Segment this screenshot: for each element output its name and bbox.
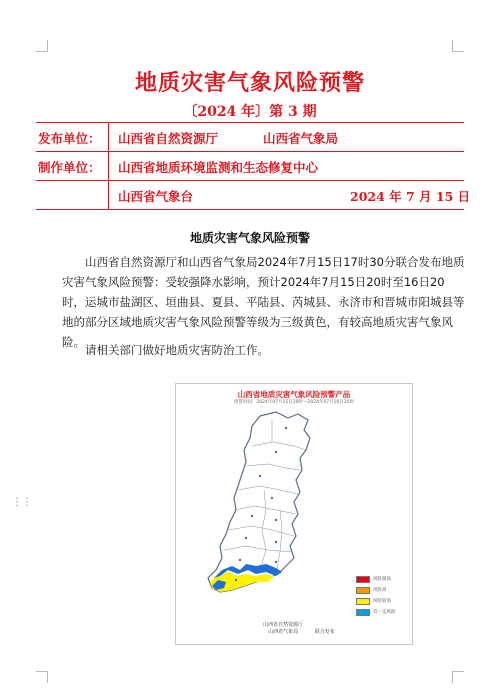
issue-number: 〔2024 年〕第 3 期 (183, 104, 317, 120)
province-outline (208, 412, 310, 592)
crop-mark-top-right (452, 40, 464, 52)
legend-label: 风险很高 (373, 577, 391, 582)
legend-swatch (356, 576, 370, 583)
table-line-bottom (36, 209, 464, 210)
producer-geo-center: 山西省地质环境监测和生态修复中心 (118, 160, 319, 175)
footer-issuer-2: 山西省气象局 (268, 629, 299, 635)
issue-date: 2024 年 7 月 15 日 (350, 189, 471, 204)
producer-observatory: 山西省气象台 (118, 189, 194, 204)
publisher-natural-resources: 山西省自然资源厅 (118, 131, 219, 146)
drag-handle-icon[interactable]: ⋮⋮ (12, 497, 32, 508)
legend-swatch (356, 587, 370, 594)
legend-item (356, 596, 406, 606)
legend-label: 风险高 (373, 588, 387, 593)
warning-map (175, 383, 413, 645)
footer-issuer-1: 山西省自然资源厅 (263, 622, 304, 628)
legend-swatch (356, 609, 370, 616)
table-line-1 (36, 151, 464, 152)
map-subtitle: 预警时间：2024年07月15日20时—2024年07月16日20时 (233, 400, 355, 405)
instruction-paragraph: 请相关部门做好地质灾害防治工作。 (85, 343, 269, 357)
table-line-2 (36, 180, 464, 181)
legend-label: 风险较高 (373, 599, 391, 604)
footer-joint-release: 联合发布 (314, 629, 335, 635)
publisher-label: 发布单位： (38, 131, 101, 146)
publisher-meteorology: 山西省气象局 (263, 131, 339, 146)
section-heading: 地质灾害气象风险预警 (189, 231, 310, 245)
table-line-top (36, 122, 464, 123)
map-footer (176, 622, 412, 636)
legend-swatch (356, 598, 370, 605)
warning-paragraph: 山西省自然资源厅和山西省气象局2024年7月15日17时30分联合发布地质灾害气象风险预警：受较强降水影响，预计2024年7月15日20时至16日20时，运城市盐湖区、垣曲县、夏县、平陆县、芮城县、永济市和晋城市阳城县等地的部分区域地质灾害气象风险预警等级为三级黄色，有较高地质灾害气象风险。 (62, 255, 465, 349)
producer-label: 制作单位： (38, 160, 101, 175)
legend-item (356, 585, 406, 595)
crop-mark-bottom-right (452, 671, 464, 683)
crop-mark-bottom-left (36, 671, 48, 683)
legend-item (356, 607, 406, 617)
table-column-divider (108, 122, 109, 209)
map-footer-issuers (253, 622, 313, 636)
map-legend (356, 574, 406, 618)
legend-item (356, 574, 406, 584)
crop-mark-top-left (36, 40, 48, 52)
legend-label: 有一定风险 (373, 610, 396, 615)
document-title: 地质灾害气象风险预警 (134, 71, 365, 96)
map-title: 山西省地质灾害气象风险预警产品 (237, 390, 351, 399)
